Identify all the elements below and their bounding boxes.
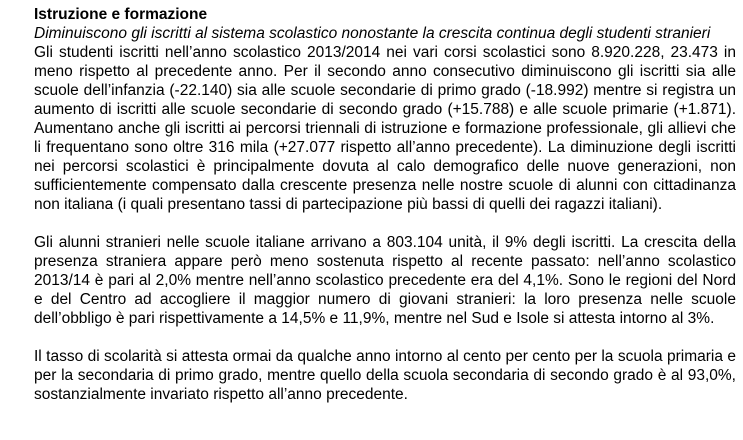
paragraph-foreign-students: Gli alunni stranieri nelle scuole italiane arrivano a 803.104 unità, il 9% degli iscritti. La crescita della presenza straniera appare però meno sostenuta rispetto al recente passato: nell’anno scolastico 2013/14 è pari al 2,0% mentre nell’anno scolastico precedente era del 4,1%. Sono le regioni del Nord e del Centro ad accogliere il maggior numero di giovani stranieri: la loro presenza nelle scuole dell’obbligo è pari rispettivamente a 14,5% e 11,9%, mentre nel Sud e Isole si attesta intorno al 3%. <box>34 234 736 327</box>
paragraph-schooling-rate: Il tasso di scolarità si attesta ormai da qualche anno intorno al cento per cento per la scuola primaria e per la secondaria di primo grado, mentre quello della scuola secondaria di secondo grado è al 93,0%, sostanzialmente invariato rispetto all’anno precedente. <box>34 348 736 403</box>
section-subtitle: Diminuiscono gli iscritti al sistema scolastico nonostante la crescita continua degli studenti stranieri <box>34 25 711 42</box>
document-page <box>34 5 736 404</box>
paragraph-enrollment: Gli studenti iscritti nell’anno scolastico 2013/2014 nei vari corsi scolastici sono 8.920.228, 23.473 in meno rispetto al precedente anno. Per il secondo anno consecutivo diminuiscono gli iscritti sia alle scuole dell’infanzia (-22.140) sia alle scuole secondarie di primo grado (-18.992) mentre si registra un aumento di iscritti alle scuole secondarie di secondo grado (+15.788) e alle scuole primarie (+1.871). Aumentano anche gli iscritti ai percorsi triennali di istruzione e formazione professionale, gli allievi che li frequentano sono oltre 316 mila (+27.077 rispetto all’anno precedente). La diminuzione degli iscritti nei percorsi scolastici è principalmente dovuta al calo demografico delle nuove generazioni, non sufficientemente compensato dalla crescente presenza nelle nostre scuole di alunni con cittadinanza non italiana (i quali presentano tassi di partecipazione più bassi di quelli dei ragazzi italiani). <box>34 44 736 213</box>
section-title: Istruzione e formazione <box>34 6 208 23</box>
